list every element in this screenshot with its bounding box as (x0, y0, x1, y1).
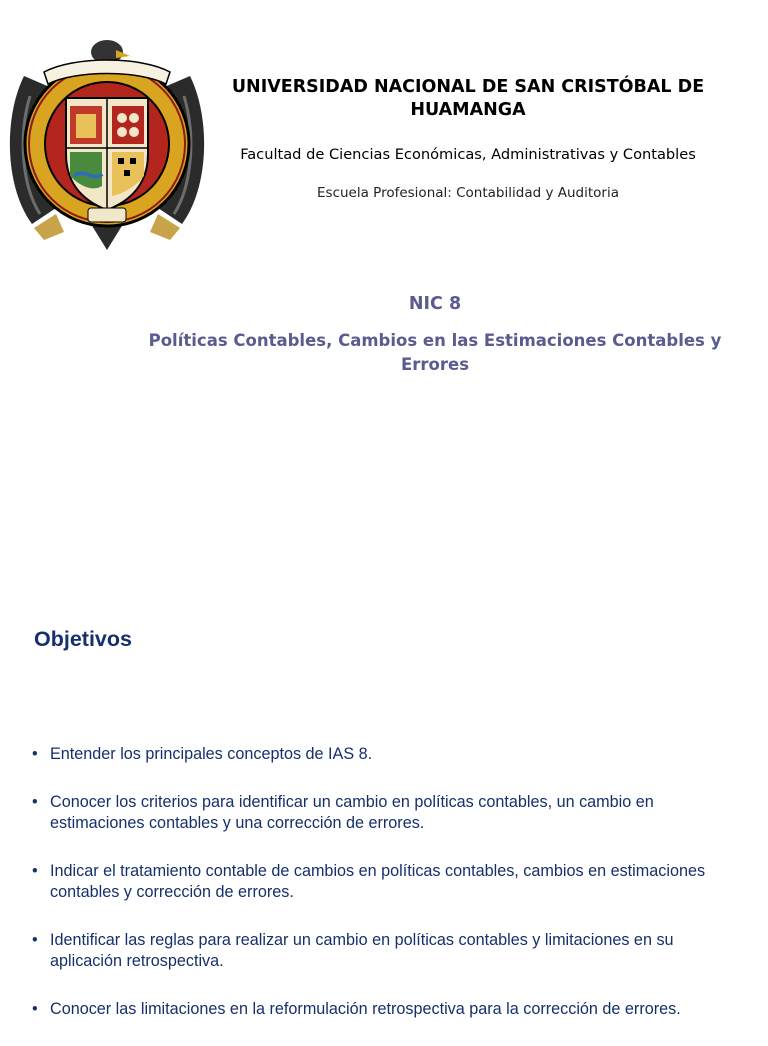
bullet-icon: • (32, 745, 38, 763)
list-item (32, 792, 744, 835)
bullet-icon: • (32, 792, 38, 811)
list-item-text: Conocer las limitaciones en la reformulación retrospectiva para la corrección de errores. (50, 999, 681, 1018)
list-item (32, 861, 744, 904)
bullet-icon: • (32, 999, 38, 1018)
objectives-list (32, 744, 744, 1046)
standard-code: NIC 8 (408, 294, 462, 314)
faculty-name: Facultad de Ciencias Económicas, Administrativas y Contables (240, 146, 696, 163)
list-item (32, 999, 744, 1021)
list-item-text: Entender los principales conceptos de IAS 8. (50, 745, 373, 763)
bullet-icon: • (32, 861, 38, 880)
list-item (32, 744, 744, 766)
standard-title: Políticas Contables, Cambios en las Estimaciones Contables y Errores (148, 331, 722, 374)
objectives-heading: Objetivos (34, 627, 132, 651)
school-name: Escuela Profesional: Contabilidad y Auditoria (317, 185, 619, 201)
bullet-icon: • (32, 930, 38, 949)
university-crest-icon (4, 36, 210, 254)
list-item (32, 930, 744, 973)
list-item-text: Identificar las reglas para realizar un cambio en políticas contables y limitaciones en su aplicación retrospectiva. (50, 930, 674, 970)
list-item-text: Conocer los criterios para identificar un cambio en políticas contables, un cambio en estimaciones contables y una corrección de errores. (50, 792, 654, 832)
university-name: UNIVERSIDAD NACIONAL DE SAN CRISTÓBAL DE HUAMANGA (231, 77, 705, 120)
list-item-text: Indicar el tratamiento contable de cambios en políticas contables, cambios en estimaciones contables y corrección de errores. (50, 861, 706, 901)
